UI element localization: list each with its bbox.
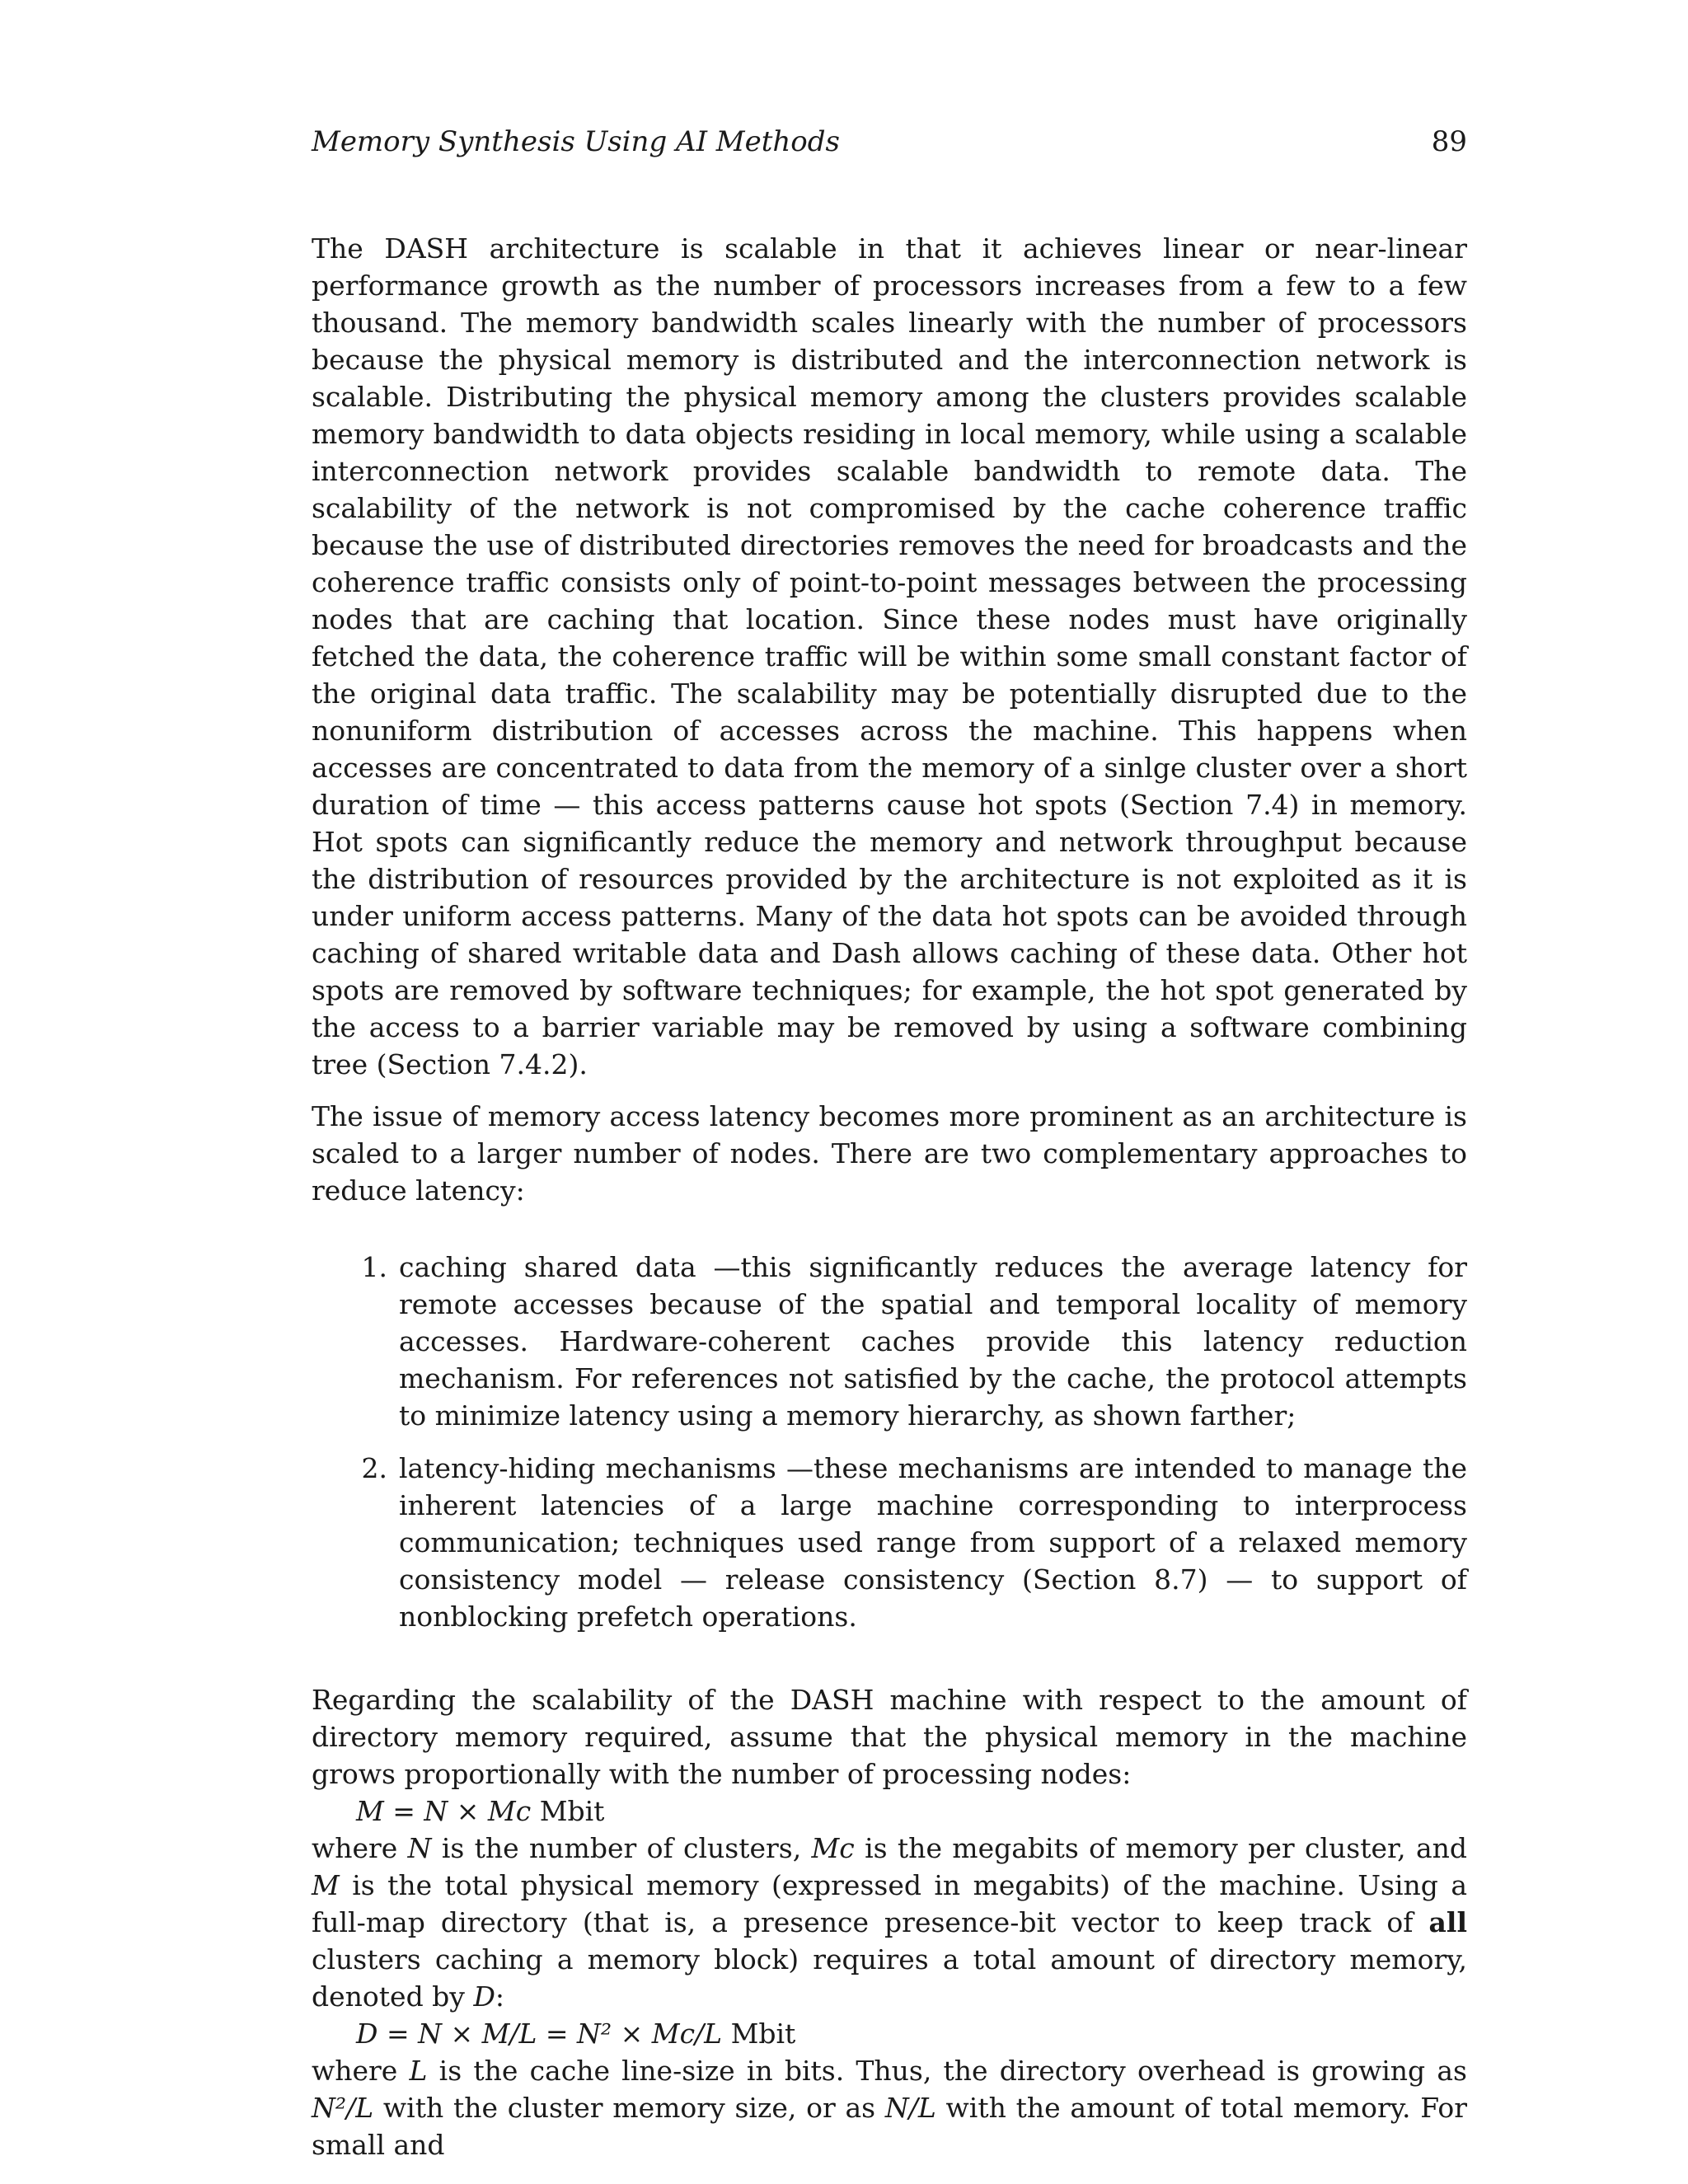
text-run: is the megabits of memory per cluster, and <box>854 1832 1468 1864</box>
page <box>312 124 1467 2163</box>
math-expr: N/L <box>884 2092 936 2124</box>
list-item-number: 1. <box>361 1251 387 1283</box>
text-run: is the cache line-size in bits. Thus, the directory overhead is growing as <box>427 2055 1467 2087</box>
text-run: clusters caching a memory block) requires a total amount of directory memory, denoted by <box>312 1943 1467 2013</box>
text-run: is the total physical memory (expressed in megabits) of the machine. Using a full-map directory (that is, a presence presence-bit vector to keep track of <box>312 1869 1467 1938</box>
text-run: : <box>495 1980 505 2013</box>
math-var: N <box>407 1832 432 1864</box>
list-item <box>312 1450 1467 1635</box>
math-var: M <box>312 1869 340 1901</box>
equation-directory-memory <box>312 2015 1467 2052</box>
math-var: Mc <box>811 1832 855 1864</box>
paragraph-latency-intro: The issue of memory access latency becomes more prominent as an architecture is scaled to a larger number of nodes. There are two complementary approaches to reduce latency: <box>312 1100 1467 1207</box>
list-item-text: caching shared data —this significantly reduces the average latency for remote accesses because of the spatial and temporal locality of memory accesses. Hardware-coherent caches provide this latency reduction mechanism. For references not satisfied by the cache, the protocol attempts to minimize latency using a memory hierarchy, as shown farther; <box>399 1251 1467 1432</box>
math-var: L <box>409 2055 428 2087</box>
math-var: D <box>473 1980 495 2013</box>
text-run: where <box>312 1832 408 1864</box>
equation-total-memory <box>312 1793 1467 1830</box>
paragraph-variable-definitions <box>312 1830 1467 2015</box>
equation-math: D = N × M/L = N² × Mc/L <box>356 2018 723 2050</box>
text-run: where <box>312 2055 410 2087</box>
running-title: Memory Synthesis Using AI Methods <box>312 125 840 158</box>
equation-math: M = N × Mc <box>356 1795 532 1827</box>
paragraph-directory-scalability: Regarding the scalability of the DASH machine with respect to the amount of directory memory required, assume that the physical memory in the machine grows proportionally with the number of processing nodes: <box>312 1684 1467 1790</box>
bold-term: all <box>1428 1906 1467 1938</box>
running-header <box>312 124 1467 160</box>
page-number: 89 <box>1431 125 1467 158</box>
text-run: with the cluster memory size, or as <box>373 2092 885 2124</box>
equation-unit: Mbit <box>539 1795 605 1827</box>
equation-unit: Mbit <box>730 2018 796 2050</box>
paragraph-dash-scalability: The DASH architecture is scalable in that it achieves linear or near-linear performance growth as the number of processors increases from a few to a few thousand. The memory bandwidth scales linearly with the number of processors because the physical memory is distributed and the interconnection network is scalable. Distributing the physical memory among the clusters provides scalable memory bandwidth to data objects residing in local memory, while using a scalable interconnection network provides scalable bandwidth to remote data. The scalability of the network is not compromised by the cache coherence traffic because the use of distributed directories removes the need for broadcasts and the coherence traffic consists only of point-to-point messages between the processing nodes that are caching that location. Since these nodes must have originally fetched the data, the coherence traffic will be within some small constant factor of the original data traffic. The scalability may be potentially disrupted due to the nonuniform distribution of accesses across the machine. This happens when accesses are concentrated to data from the memory of a sinlge cluster over a short duration of time — this access patterns cause hot spots (Section 7.4) in memory. Hot spots can significantly reduce the memory and network throughput because the distribution of resources provided by the architecture is not exploited as it is under uniform access patterns. Many of the data hot spots can be avoided through caching of shared writable data and Dash allows caching of these data. Other hot spots are removed by software techniques; for example, the hot spot generated by the access to a barrier variable may be removed by using a software combining tree (Section 7.4.2). <box>312 232 1467 1080</box>
text-run: is the number of clusters, <box>431 1832 812 1864</box>
math-expr: N²/L <box>312 2092 374 2124</box>
latency-approaches-list <box>312 1249 1467 1635</box>
list-item-number: 2. <box>361 1452 387 1484</box>
paragraph-directory-overhead <box>312 2052 1467 2163</box>
list-item-text: latency-hiding mechanisms —these mechanisms are intended to manage the inherent latencies of a large machine corresponding to interprocess communication; techniques used range from support of a relaxed memory consistency model — release consistency (Section 8.7) — to support of nonblocking prefetch operations. <box>399 1452 1467 1633</box>
list-item <box>312 1249 1467 1434</box>
text-run: with the amount of total memory. For small and <box>312 2092 1467 2161</box>
